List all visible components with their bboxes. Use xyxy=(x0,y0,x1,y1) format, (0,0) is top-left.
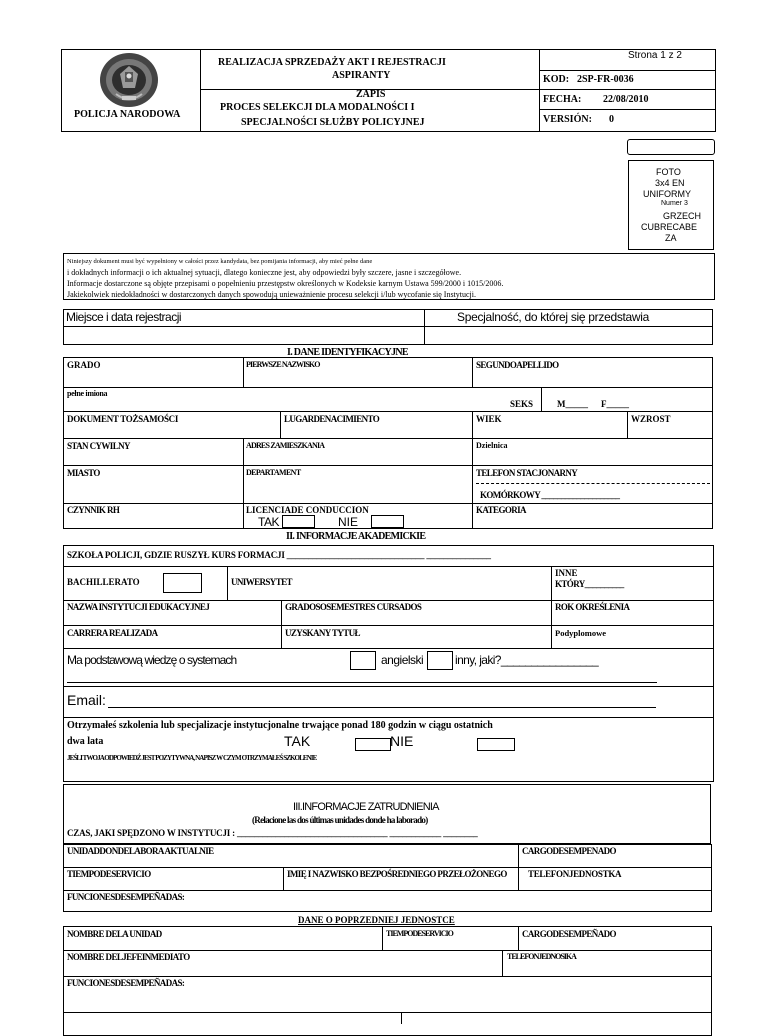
email-label: Email: xyxy=(67,692,106,708)
section-2-title: II. INFORMACJE AKADEMICKIE xyxy=(286,531,426,542)
place-date-label: Miejsce i data rejestracji xyxy=(66,310,182,324)
section-3-title: III.INFORMACJE ZATRUDNIENIA xyxy=(293,801,439,813)
process-title: REALIZACJA SPRZEDAŻY AKT I REJESTRACJI xyxy=(218,57,446,68)
organization-name: POLICJA NARODOWA xyxy=(74,109,181,120)
degree-label: UZYSKANY TYTUŁ xyxy=(285,628,360,638)
section-3-subtitle: (Relacione las dos últimas unidades donde ha laborado) xyxy=(252,815,428,825)
sex-label: SEKS xyxy=(510,399,534,409)
unit-phone-2-label: TELEFONJEDNOSIKA xyxy=(507,952,576,961)
notice-line-4: Jakiekolwiek niedokładności w dostarczonych danych spowodują unieważnienie procesu selekcji i/lub wycofanie się Instytucji. xyxy=(67,290,476,299)
kod-value: 2SP-FR-0036 xyxy=(577,74,634,85)
other-language-label[interactable]: inny, jaki?________________ xyxy=(455,653,599,667)
postgrad-label: Podyplomowe xyxy=(555,628,606,638)
unit-phone-label: TELEFONJEDNOSTKA xyxy=(528,869,622,879)
sex-male-option[interactable]: M_____ xyxy=(557,399,588,409)
year-label: ROK OKREŚLENIA xyxy=(555,602,630,612)
notice-line-2: i dokładnych informacji o ich aktualnej sytuacji, dlatego konieczne jest, aby odpowiedzi były szczere, jasne i szczegółowe. xyxy=(67,268,462,277)
training-question-line2: dwa lata xyxy=(67,736,104,747)
notice-line-1: Niniejszy dokument musi być wypełniony w całości przez kandydata, bez pomijania informacji, aby mieć pełne dane xyxy=(67,258,373,265)
training-no-label: NIE xyxy=(390,733,414,749)
version-value: 0 xyxy=(609,114,614,125)
school-label[interactable]: SZKOŁA POLICJI, GDZIE RUSZYŁ KURS FORMACJI ________________________________ _______________ xyxy=(67,550,491,560)
kod-label: KOD: xyxy=(543,74,570,85)
photo-no-head: GRZECH xyxy=(663,211,701,221)
police-emblem-logo xyxy=(98,52,160,108)
district-label: Dzielnica xyxy=(476,441,508,450)
career-label: CARRERA REALIZADA xyxy=(67,628,158,638)
english-checkbox[interactable] xyxy=(427,651,453,670)
bachillerato-checkbox[interactable] xyxy=(163,573,202,593)
fecha-label: FECHA: xyxy=(543,94,582,105)
service-time-2-label: TIEMPODESERVICIO xyxy=(386,929,453,938)
photo-number: Numer 3 xyxy=(661,200,688,207)
page-number: Strona 1 z 2 xyxy=(628,50,682,61)
license-no-checkbox[interactable] xyxy=(371,515,404,528)
specialty-input[interactable] xyxy=(425,327,712,344)
birthplace-label: LUGARDENACIMIENTO xyxy=(284,414,380,424)
doc-type: ZAPIS xyxy=(356,89,386,100)
doc-title: PROCES SELEKCJI DLA MODALNOŚCI I xyxy=(220,102,415,113)
english-label: angielski xyxy=(381,653,424,667)
semesters-label: GRADOSOSEMESTRES CURSADOS xyxy=(285,602,422,612)
license-label: LICENCIADE CONDUCCION xyxy=(246,505,369,515)
bachillerato-label: BACHILLERATO xyxy=(67,577,140,587)
section-1-title: I. DANE IDENTYFIKACYJNE xyxy=(287,347,408,358)
photo-head: ZA xyxy=(665,233,677,243)
age-label: WIEK xyxy=(476,414,502,424)
photo-code-field[interactable] xyxy=(627,139,715,155)
grado-label: GRADO xyxy=(67,360,101,370)
full-names-label: pełne imiona xyxy=(67,389,108,398)
training-question: Otrzymałeś szkolenia lub specjalizacje instytucjonalne trwające ponad 180 godzin w ciągu ostatnich xyxy=(67,720,493,731)
university-label: UNIWERSYTET xyxy=(231,577,292,587)
other-which-label[interactable]: KTÓRY__________ xyxy=(555,579,624,589)
training-note: JEŚLI TWOJA ODPOWIEDŹ JEST POZYTYWNA, NAPISZ W CZYM OTRZYMAŁEŚ SZKOLENIE xyxy=(67,754,317,762)
mobile-label[interactable]: KOMÓRKOWY ____________________ xyxy=(480,490,620,500)
position-label: CARGODESEMPENADO xyxy=(522,846,616,856)
notice-line-3: Informacje dostarczone są objęte przepisami o popełnieniu przestępstw określonych w Kodeksie karnym Ustawa 599/2000 i 1015/2006. xyxy=(67,279,504,288)
email-input[interactable] xyxy=(108,707,656,708)
functions-2-label: FUNCIONESDESEMPEÑADAS: xyxy=(67,978,185,988)
second-surname-label: SEGUNDOAPELLIDO xyxy=(476,360,559,370)
photo-cover: CUBRECABE xyxy=(641,222,698,232)
training-yes-checkbox[interactable] xyxy=(355,738,391,751)
unit-name-label: NOMBRE DELA UNIDAD xyxy=(67,929,162,939)
department-label: DEPARTAMENT xyxy=(246,468,301,477)
city-label: MIASTO xyxy=(67,468,100,478)
functions-label: FUNCIONESDESEMPEÑADAS: xyxy=(67,892,185,902)
id-document-label: DOKUMENT TOŻSAMOŚCI xyxy=(67,414,179,424)
time-in-institution-label[interactable]: CZAS, JAKI SPĘDZONO W INSTYTUCJI : ___________________________________ ____________ ________ xyxy=(67,828,478,838)
license-no-label: NIE xyxy=(338,515,359,529)
height-label: WZROST xyxy=(631,414,671,424)
training-no-checkbox[interactable] xyxy=(477,738,515,751)
current-unit-label: UNIDADDONDELABORA AKTUALNIE xyxy=(67,846,214,856)
previous-unit-title: DANE O POPRZEDNIEJ JEDNOSTCE xyxy=(298,915,455,925)
process-title-line2: ASPIRANTY xyxy=(332,70,391,81)
place-date-input[interactable] xyxy=(64,327,423,344)
systems-checkbox[interactable] xyxy=(350,651,376,670)
photo-label: FOTO xyxy=(656,167,681,177)
service-time-label: TIEMPODESERVICIO xyxy=(67,869,151,879)
sex-female-option[interactable]: F_____ xyxy=(601,399,629,409)
civil-status-label: STAN CYWILNY xyxy=(67,441,130,451)
systems-knowledge-label: Ma podstawową wiedzę o systemach xyxy=(67,653,237,667)
address-label: ADRES ZAMIESZKANIA xyxy=(246,441,325,450)
position-2-label: CARGODESEMPEÑADO xyxy=(522,929,616,939)
category-label: KATEGORIA xyxy=(476,505,526,515)
license-yes-checkbox[interactable] xyxy=(282,515,315,528)
version-label: VERSIÓN: xyxy=(543,114,592,125)
fecha-value: 22/08/2010 xyxy=(603,94,649,105)
training-yes-label: TAK xyxy=(284,733,311,749)
license-yes-label: TAK xyxy=(258,515,279,529)
photo-size: 3x4 EN xyxy=(655,178,685,188)
other-education-label: INNE xyxy=(555,568,578,578)
specialty-label: Specjalność, do której się przedstawia xyxy=(457,310,650,324)
photo-uniform: UNIFORMY xyxy=(643,189,691,199)
rh-label: CZYNNIK RH xyxy=(67,505,120,515)
first-surname-label: PIERWSZE NAZWISKO xyxy=(246,360,320,369)
landline-label: TELEFON STACJONARNY xyxy=(476,468,578,478)
institution-label: NAZWA INSTYTUCJI EDUKACYJNEJ xyxy=(67,602,210,612)
supervisor-label: IMIĘ I NAZWISKO BEZPOŚREDNIEGO PRZEŁOŻONEGO xyxy=(287,869,507,879)
doc-title-line2: SPECJALNOŚCI SŁUŻBY POLICYJNEJ xyxy=(241,117,425,128)
supervisor-2-label: NOMBRE DELJEFEINMEDIATO xyxy=(67,952,190,962)
